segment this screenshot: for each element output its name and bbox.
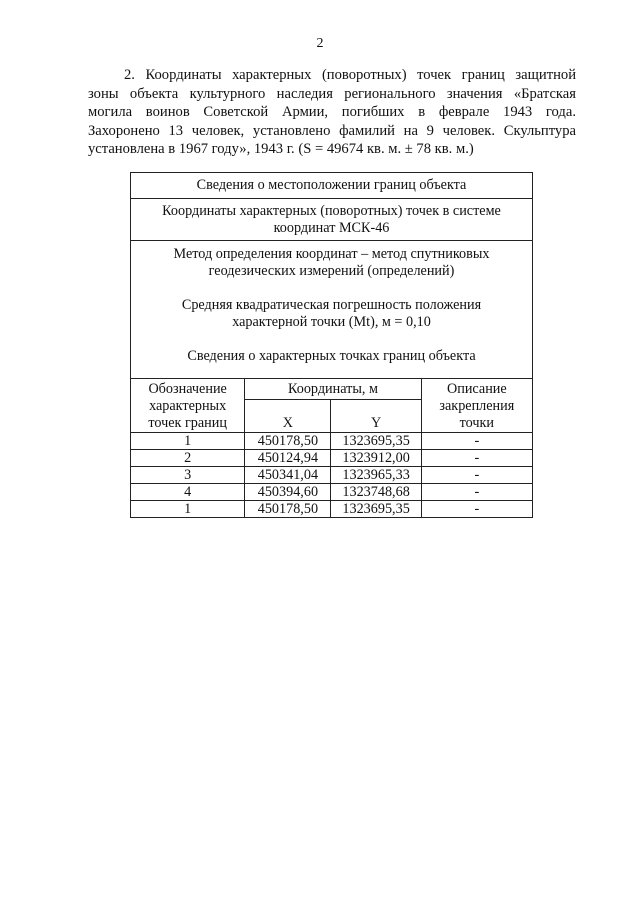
method-line: Метод определения координат – метод спутниковых bbox=[173, 246, 490, 262]
col-description-header bbox=[421, 379, 532, 433]
y-cell: 1323695,35 bbox=[331, 433, 421, 450]
desc-cell: - bbox=[421, 484, 532, 501]
point-cell: 4 bbox=[131, 484, 245, 501]
header-line: закрепления bbox=[439, 398, 515, 414]
table-row bbox=[131, 433, 533, 450]
x-cell: 450341,04 bbox=[245, 467, 331, 484]
coordinates-paragraph bbox=[88, 66, 576, 159]
paragraph-line: 2. Координаты характерных (поворотных) точек границ защитной bbox=[124, 67, 576, 83]
desc-cell: - bbox=[421, 450, 532, 467]
paragraph-line: Захоронено 13 человек, установлено фамилий на 9 человек. Скульптура bbox=[88, 122, 576, 139]
desc-cell: - bbox=[421, 467, 532, 484]
paragraph-line: установлена в 1967 году», 1943 г. (S = 49674 кв. м. ± 78 кв. м.) bbox=[88, 141, 474, 157]
header-line: точек границ bbox=[148, 415, 227, 431]
method-line: геодезических измерений (определений) bbox=[208, 263, 455, 279]
paragraph-line: могила воинов Советской Армии, погибших в феврале 1943 года. bbox=[88, 104, 576, 120]
x-cell: 450178,50 bbox=[245, 433, 331, 450]
x-cell: 450178,50 bbox=[245, 501, 331, 518]
table-row bbox=[131, 484, 533, 501]
method-block bbox=[131, 241, 533, 379]
header-line: точки bbox=[459, 415, 495, 431]
coordinate-system-line: координат МСК-46 bbox=[273, 219, 390, 236]
desc-cell: - bbox=[421, 501, 532, 518]
table-row bbox=[131, 450, 533, 467]
point-cell: 2 bbox=[131, 450, 245, 467]
point-cell: 1 bbox=[131, 501, 245, 518]
points-title: Сведения о характерных точках границ объекта bbox=[187, 348, 476, 364]
x-cell: 450394,60 bbox=[245, 484, 331, 501]
header-line: характерных bbox=[149, 398, 227, 414]
accuracy-line: Средняя квадратическая погрешность положения bbox=[181, 297, 482, 313]
point-cell: 1 bbox=[131, 433, 245, 450]
y-cell: 1323748,68 bbox=[331, 484, 421, 501]
y-cell: 1323912,00 bbox=[331, 450, 421, 467]
desc-cell: - bbox=[421, 433, 532, 450]
x-cell: 450124,94 bbox=[245, 450, 331, 467]
col-y-header: Y bbox=[331, 400, 421, 433]
accuracy-line: характерной точки (Mt), м = 0,10 bbox=[232, 314, 431, 330]
y-cell: 1323965,33 bbox=[331, 467, 421, 484]
table-row bbox=[131, 501, 533, 518]
point-cell: 3 bbox=[131, 467, 245, 484]
section-title: Сведения о местоположении границ объекта bbox=[131, 173, 533, 199]
table-row bbox=[131, 467, 533, 484]
col-x-header: X bbox=[245, 400, 331, 433]
page-number: 2 bbox=[316, 36, 324, 51]
y-cell: 1323695,35 bbox=[331, 501, 421, 518]
coordinate-system-line: Координаты характерных (поворотных) точек в системе bbox=[162, 202, 501, 219]
col-coordinates-header: Координаты, м bbox=[245, 379, 421, 400]
boundary-coordinates-table bbox=[130, 172, 533, 518]
coordinate-system bbox=[131, 199, 533, 241]
col-designation-header bbox=[131, 379, 245, 433]
header-line: Описание bbox=[447, 381, 507, 397]
header-line: Обозначение bbox=[148, 381, 227, 397]
paragraph-line: зоны объекта культурного наследия регионального значения «Братская bbox=[88, 85, 576, 102]
